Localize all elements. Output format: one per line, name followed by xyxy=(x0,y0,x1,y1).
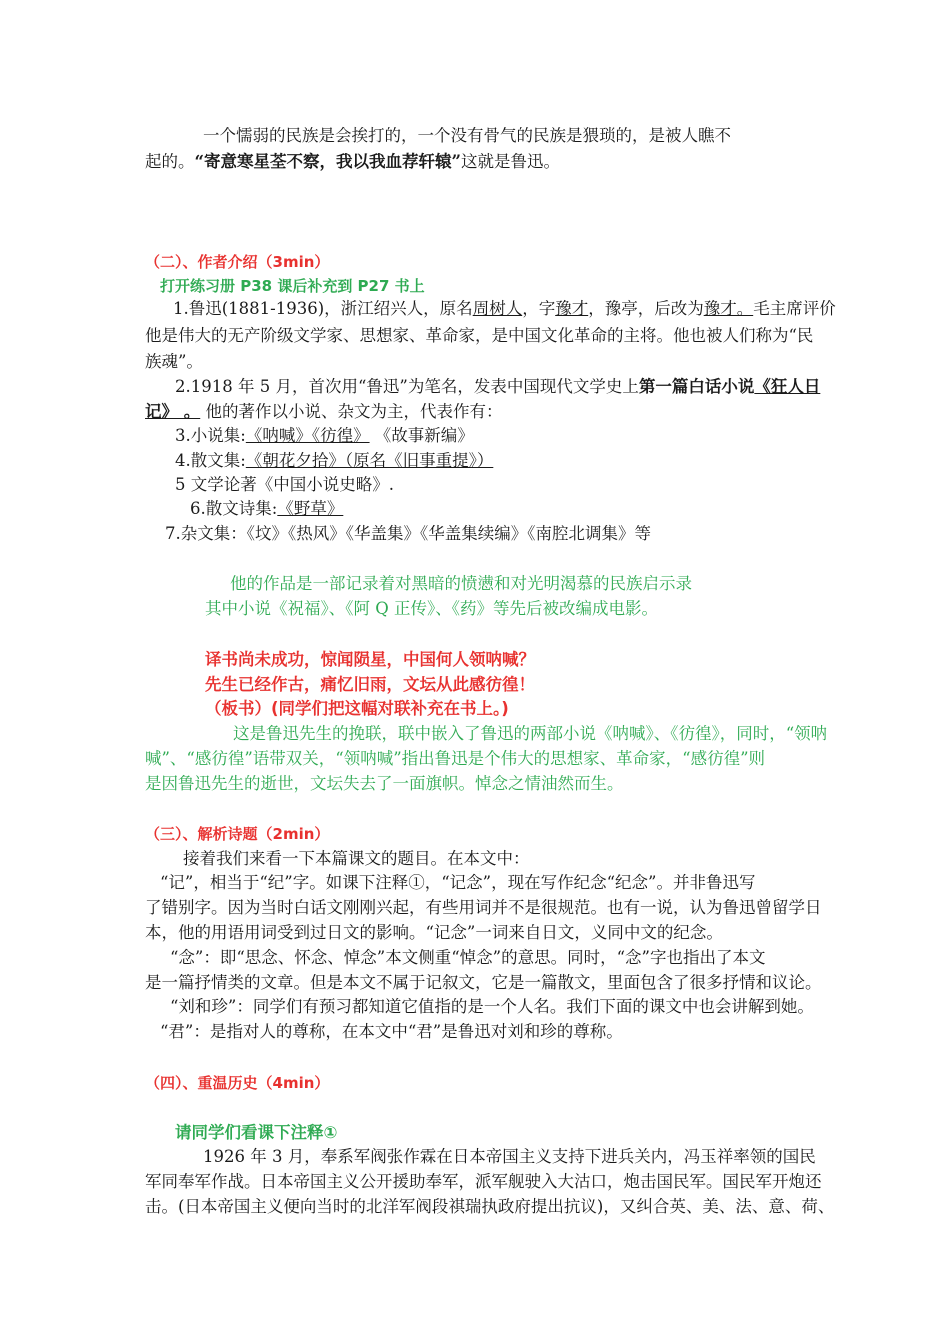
title-analysis-line-3: 了错别字。因为当时白话文刚刚兴起，有些用词并不是很规范。也有一说，认为鲁迅曾留学日 xyxy=(145,898,822,917)
couplet-explain-3: 是因鲁迅先生的逝世，文坛失去了一面旗帜。悼念之情油然而生。 xyxy=(145,774,624,793)
author-p2-text: 2.1918 年 5 月，首次用“鲁迅”为笔名，发表中国现代文学史上 xyxy=(175,377,639,396)
author-p1-text-a: 1.鲁迅(1881-1936)，浙江绍兴人，原名 xyxy=(173,299,473,318)
intro-text-a: 起的。 xyxy=(145,152,195,171)
author-original-name: 周树人 xyxy=(472,299,523,318)
history-line-2: 军同奉军作战。日本帝国主义公开援助奉军，派军舰驶入大沽口，炮击国民军。国民军开炮还 xyxy=(145,1172,822,1191)
author-p2-line2 xyxy=(145,400,810,424)
title-analysis-line-4: 本，他的用语用词受到过日文的影响。“记念”一词来自日文，义同中文的纪念。 xyxy=(145,923,723,942)
author-p2-rest: 他的著作以小说、杂文为主，代表作有： xyxy=(200,402,503,421)
couplet-line-1: 译书尚未成功，惊闻陨星，中国何人领呐喊？ xyxy=(205,650,535,669)
works-novels-underlined: 《呐喊》《彷徨》 xyxy=(245,426,370,445)
intro-quote: “寄意寒星荃不察，我以我血荐轩辕” xyxy=(194,152,461,171)
author-p2-line1 xyxy=(175,375,821,399)
author-p1-text-d: 毛主席评价 xyxy=(753,299,836,318)
works-prose-poems-underlined: 《野草》 xyxy=(277,499,344,518)
author-p1-text-b: ，字 xyxy=(522,299,556,318)
couplet-explain-1: 这是鲁迅先生的挽联，联中嵌入了鲁迅的两部小说《呐喊》、《彷徨》，同时，“领呐 xyxy=(233,724,828,743)
section2-instruction: 打开练习册 P38 课后补充到 P27 书上 xyxy=(160,277,425,295)
couplet-line-2: 先生已经作古，痛忆旧雨，文坛从此感彷徨！ xyxy=(205,675,535,694)
works-prose-poems-label: 6.散文诗集: xyxy=(190,499,278,518)
author-p1-text-c: ，豫亭，后改为 xyxy=(588,299,704,318)
author-courtesy-name: 豫才 xyxy=(555,299,589,318)
author-p1-line3: 族魂”。 xyxy=(145,352,203,371)
works-theory: 5 文学论著《中国小说史略》. xyxy=(175,475,394,494)
board-note: （板书）(同学们把这幅对联补充在书上。) xyxy=(205,699,509,718)
works-essays-label: 4.散文集: xyxy=(175,451,246,470)
works-novels-label: 3.小说集: xyxy=(175,426,246,445)
works-essays-underlined: 《朝花夕拾》（原名《旧事重提》） xyxy=(245,451,494,470)
first-novel-label: 第一篇白话小说 xyxy=(638,377,755,396)
first-novel-title-end: 记》 。 xyxy=(145,402,201,421)
title-analysis-intro: 接着我们来看一下本篇课文的题目。在本文中： xyxy=(183,849,530,868)
history-line-1: 1926 年 3 月，奉系军阀张作霖在日本帝国主义支持下进兵关内，冯玉祥率领的国民 xyxy=(203,1147,816,1166)
title-analysis-line-5: “念”：即“思念、怀念、悼念”本文侧重“悼念”的意思。同时，“念”字也指出了本文 xyxy=(170,948,766,967)
first-novel-title: 《狂人日 xyxy=(754,377,821,396)
title-analysis-line-2: “记”，相当于“纪”字。如课下注释①，“记念”，现在写作纪念“纪念”。并非鲁迅写 xyxy=(160,873,756,892)
section2-heading: （二）、作者介绍（3min） xyxy=(145,253,330,271)
section4-heading: （四）、重温历史（4min） xyxy=(145,1074,330,1092)
works-prose-poems xyxy=(190,497,810,521)
title-analysis-line-8: “君”：是指对人的尊称，在本文中“君”是鲁迅对刘和珍的尊称。 xyxy=(160,1022,623,1041)
section3-heading: （三）、解析诗题（2min） xyxy=(145,825,330,843)
intro-text-b: 这就是鲁迅。 xyxy=(460,152,560,171)
works-novels xyxy=(175,424,810,448)
section4-instruction: 请同学们看课下注释① xyxy=(175,1123,338,1142)
works-zawen: 7.杂文集：《坟》《热风》《华盖集》《华盖集续编》《南腔北调集》等 xyxy=(165,524,651,543)
title-analysis-line-7: “刘和珍”：同学们有预习都知道它值指的是一个人名。我们下面的课文中也会讲解到她。 xyxy=(170,997,814,1016)
intro-line-2 xyxy=(145,150,810,174)
green-note-1: 他的作品是一部记录着对黑暗的愤懑和对光明渴慕的民族启示录 xyxy=(230,574,692,593)
works-essays xyxy=(175,449,810,473)
title-analysis-line-6: 是一篇抒情类的文章。但是本文不属于记叙文，它是一篇散文，里面包含了很多抒情和议论。 xyxy=(145,973,822,992)
history-line-3: 击。(日本帝国主义便向当时的北洋军阀段祺瑞执政府提出抗议)，又纠合英、美、法、意、荷、 xyxy=(145,1197,835,1216)
author-changed-name: 豫才。 xyxy=(703,299,754,318)
author-p1-line2: 他是伟大的无产阶级文学家、思想家、革命家，是中国文化革命的主将。他也被人们称为“民 xyxy=(145,326,814,345)
couplet-explain-2: 喊”、“感彷徨”语带双关，“领呐喊”指出鲁迅是个伟大的思想家、革命家，“感彷徨”则 xyxy=(145,749,766,768)
works-novels-rest: 《故事新编》 xyxy=(369,426,474,445)
green-note-2: 其中小说《祝福》、《阿 Q 正传》、《药》等先后被改编成电影。 xyxy=(205,599,659,618)
intro-line-1: 一个懦弱的民族是会挨打的，一个没有骨气的民族是猥琐的，是被人瞧不 xyxy=(203,126,731,145)
author-p1-line1 xyxy=(173,297,836,321)
